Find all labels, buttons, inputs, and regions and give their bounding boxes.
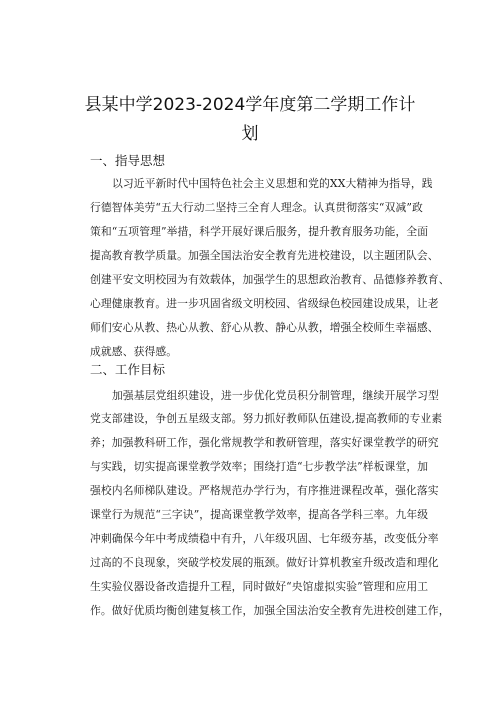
paragraph-line: 过高的不良现象，突破学校发展的瓶颈。做好计算机教室升级改造和理化 <box>90 556 439 569</box>
paragraph-line: 成就感、获得感。 <box>90 345 178 358</box>
section-heading-guiding-ideology: 一、指导思想 <box>90 153 166 168</box>
paragraph-line: 加强基层党组织建设，进一步优化党员积分制管理，继续开展学习型 <box>112 389 439 402</box>
paragraph-line: 与实践，切实提高课堂教学效率；围绕打造“七步教学法”样板课堂，加 <box>90 460 429 473</box>
section-heading-work-goals: 二、工作目标 <box>90 362 166 377</box>
paragraph-line: 心理健康教育。进一步巩固省级文明校园、省级绿色校园建设成果，让老 <box>90 297 439 310</box>
paragraph-line: 以习近平新时代中国特色社会主义思想和党的XX大精神为指导，践 <box>112 177 433 190</box>
document-title-line-1: 县某中学2023-2024学年度第二学期工作计 <box>84 95 416 115</box>
paragraph-line: 生实验仪器设备改造提升工程，同时做好“央馆虚拟实验”管理和应用工 <box>90 580 429 593</box>
paragraph-line: 师们安心从教、热心从教、舒心从教、静心从教，增强全校师生幸福感、 <box>90 321 439 334</box>
paragraph-line: 课堂行为规范“三字诀”，提高课堂教学效率，提高各学科三率。九年级 <box>90 508 429 521</box>
paragraph-line: 策和“五项管理”举措，科学开展好课后服务，提升教育服务功能，全面 <box>90 225 429 238</box>
paragraph-line: 党支部建设，争创五星级支部。努力抓好教师队伍建设,提高教师的专业素 <box>90 412 443 425</box>
paragraph-line: 强校内名师梯队建设。严格规范办学行为，有序推进课程改革，强化落实 <box>90 484 439 497</box>
paragraph-line: 行德智体美劳“五大行动二坚持三全育人理念。认真贯彻落实“双减”政 <box>90 201 423 214</box>
paragraph-line: 提高教育教学质量。加强全国法治安全教育先进校建设，以主题团队会、 <box>90 249 439 262</box>
paragraph-line: 养；加强教科研工作，强化常规教学和教研管理，落实好课堂教学的研究 <box>90 436 439 449</box>
paragraph-line: 冲刺确保今年中考成绩稳中有升，八年级巩固、七年级夯基，改变低分率 <box>90 532 439 545</box>
paragraph-line: 创建平安文明校园为有效载体，加强学生的思想政治教育、品德修养教育、 <box>90 273 450 286</box>
paragraph-line: 作。做好优质均衡创建复核工作，加强全国法治安全教育先进校创建工作， <box>90 604 450 617</box>
document-title-line-2: 划 <box>241 124 259 144</box>
